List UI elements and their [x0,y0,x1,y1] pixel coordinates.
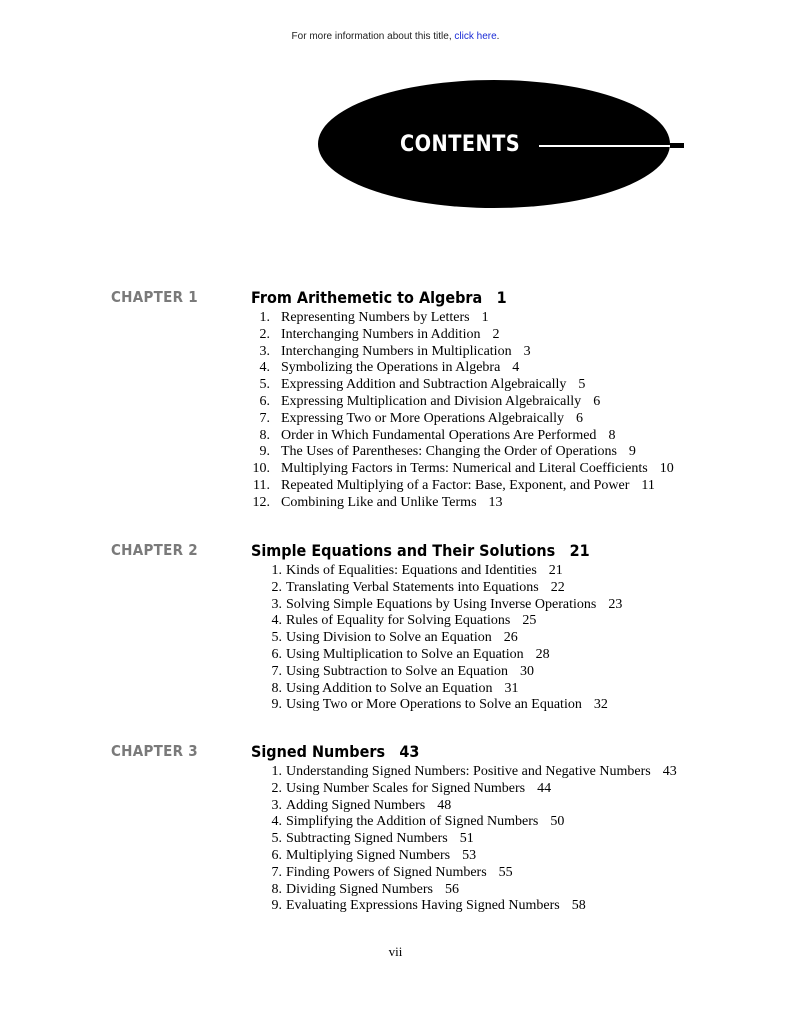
entry-page: 51 [459,831,474,847]
entry-list [250,764,677,915]
entry-title: Order in Which Fundamental Operations Are Performed [281,427,597,443]
entry-number: 1. [271,764,282,779]
toc-entry[interactable] [250,848,677,865]
toc-entry[interactable] [250,814,677,831]
entry-title: Using Addition to Solve an Equation [286,680,493,696]
entry-title: Expressing Addition and Subtraction Algebraically [281,377,567,393]
entry-page: 21 [548,563,563,578]
entry-page: 44 [537,780,552,796]
chapter-title-text: From Arithemetic to Algebra [251,288,483,307]
entry-number: 1. [271,563,282,578]
entry-number: 8. [271,881,282,897]
title-rule [539,145,674,147]
entry-page: 4 [512,360,520,376]
title-rule-end [670,143,684,148]
toc-entry[interactable] [250,865,677,882]
toc-entry[interactable] [250,428,674,445]
entry-title: Using Two or More Operations to Solve an Equation [286,697,582,713]
toc-entry[interactable] [250,647,622,664]
entry-page: 2 [492,326,500,342]
entry-page: 55 [498,864,513,880]
entry-page: 30 [520,663,535,679]
toc-entry[interactable] [250,882,677,899]
entry-number: 8. [259,427,270,443]
more-info-text: For more information about this title, [291,31,455,42]
toc-entry[interactable] [250,344,674,361]
entry-number: 2. [259,326,270,342]
entry-number: 3. [271,596,282,612]
toc-entry[interactable] [250,444,674,461]
entry-page: 56 [445,881,459,897]
toc-entry[interactable] [250,411,674,428]
entry-number: 1. [259,310,270,325]
entry-page: 10 [659,461,674,477]
toc-entry[interactable] [250,580,622,597]
entry-title: Symbolizing the Operations in Algebra [281,360,501,376]
entry-number: 2. [271,579,282,595]
toc-entry[interactable] [250,597,622,614]
entry-list [250,310,674,512]
entry-page: 8 [608,427,616,443]
chapter-title[interactable] [251,541,590,560]
entry-page: 58 [571,898,586,914]
entry-title: Adding Signed Numbers [286,797,426,813]
toc-entry[interactable] [250,563,622,580]
more-info-suffix: . [496,31,500,42]
entry-title: Translating Verbal Statements into Equations [286,579,539,595]
entry-page: 5 [578,377,586,393]
entry-page: 23 [608,596,623,612]
entry-title: Simplifying the Addition of Signed Numbers [286,814,539,830]
toc-entry[interactable] [250,310,674,327]
entry-title: Repeated Multiplying of a Factor: Base, Exponent, and Power [281,477,630,493]
entry-list [250,563,622,714]
entry-page: 9 [628,444,636,460]
entry-page: 6 [593,393,601,409]
entry-number: 4. [271,613,282,629]
entry-number: 3. [271,797,282,813]
entry-page: 53 [462,847,477,863]
entry-number: 9. [259,444,270,460]
entry-page: 3 [523,343,531,359]
entry-title: Dividing Signed Numbers [286,881,433,897]
entry-page: 13 [488,494,503,510]
entry-number: 6. [271,847,282,863]
chapter-title-text: Simple Equations and Their Solutions [251,541,556,560]
page-number: vii [388,944,403,959]
toc-entry[interactable] [250,478,674,495]
entry-title: Combining Like and Unlike Terms [281,494,477,510]
toc-entry[interactable] [250,394,674,411]
entry-title: Rules of Equality for Solving Equations [286,613,511,629]
entry-title: Using Subtraction to Solve an Equation [286,663,509,679]
toc-entry[interactable] [250,898,677,915]
toc-entry[interactable] [250,681,622,698]
entry-page: 50 [550,814,565,830]
chapter-label: CHAPTER 2 [111,541,198,559]
chapter-page: 21 [569,541,590,560]
more-info-note [0,31,791,42]
entry-number: 4. [271,814,282,830]
chapter-page: 43 [399,742,420,761]
chapter-label: CHAPTER 1 [111,288,198,306]
entry-title: Multiplying Factors in Terms: Numerical and Literal Coefficients [281,461,648,477]
entry-page: 6 [575,410,583,426]
entry-title: The Uses of Parentheses: Changing the Order of Operations [281,444,617,460]
entry-page: 22 [550,579,565,595]
toc-entry[interactable] [250,630,622,647]
entry-page: 31 [504,680,519,696]
entry-number: 11. [253,477,270,493]
chapter-title-text: Signed Numbers [251,742,386,761]
entry-number: 7. [271,864,282,880]
entry-number: 9. [271,898,282,914]
entry-page: 11 [641,477,655,493]
entry-number: 8. [271,680,282,696]
toc-entry[interactable] [250,613,622,630]
entry-number: 5. [271,630,282,646]
toc-entry[interactable] [250,377,674,394]
toc-entry[interactable] [250,798,677,815]
toc-entry[interactable] [250,495,674,512]
entry-title: Expressing Two or More Operations Algebraically [281,410,564,426]
entry-page: 25 [522,613,537,629]
chapter-title[interactable] [251,742,419,761]
entry-number: 10. [252,461,270,477]
entry-title: Evaluating Expressions Having Signed Numbers [286,898,560,914]
toc-entry[interactable] [250,764,677,781]
entry-number: 6. [259,393,270,409]
entry-page: 48 [437,797,452,813]
entry-number: 7. [259,410,270,426]
toc-entry[interactable] [250,461,674,478]
entry-title: Using Multiplication to Solve an Equation [286,646,524,662]
entry-title: Interchanging Numbers in Multiplication [281,343,512,359]
entry-page: 32 [593,697,608,713]
toc-entry[interactable] [250,831,677,848]
toc-entry[interactable] [250,664,622,681]
entry-number: 2. [271,780,282,796]
entry-number: 5. [271,831,282,847]
page-title: CONTENTS [400,132,521,157]
entry-title: Finding Powers of Signed Numbers [286,864,487,880]
entry-page: 28 [535,646,550,662]
chapter-page: 1 [496,288,507,307]
toc-entry[interactable] [250,781,677,798]
entry-title: Kinds of Equalities: Equations and Identities [286,563,537,578]
entry-number: 12. [252,494,270,510]
entry-title: Subtracting Signed Numbers [286,831,448,847]
entry-title: Expressing Multiplication and Division Algebraically [281,393,582,409]
entry-title: Understanding Signed Numbers: Positive and Negative Numbers [286,764,651,779]
entry-title: Multiplying Signed Numbers [286,847,451,863]
chapter-label: CHAPTER 3 [111,742,198,760]
entry-title: Solving Simple Equations by Using Inverse Operations [286,596,597,612]
click-here-link[interactable]: click here [454,31,497,42]
toc-entry[interactable] [250,360,674,377]
toc-entry[interactable] [250,327,674,344]
entry-number: 7. [271,663,282,679]
entry-title: Interchanging Numbers in Addition [281,326,481,342]
entry-number: 5. [259,377,270,393]
entry-number: 4. [259,360,270,376]
entry-number: 3. [259,343,270,359]
entry-number: 6. [271,646,282,662]
entry-page: 1 [481,310,489,325]
entry-page: 26 [503,630,518,646]
entry-title: Using Division to Solve an Equation [286,630,492,646]
entry-number: 9. [271,697,282,713]
entry-title: Using Number Scales for Signed Numbers [286,780,526,796]
entry-page: 43 [662,764,677,779]
chapter-title[interactable] [251,288,507,307]
toc-entry[interactable] [250,697,622,714]
entry-title: Representing Numbers by Letters [281,310,470,325]
